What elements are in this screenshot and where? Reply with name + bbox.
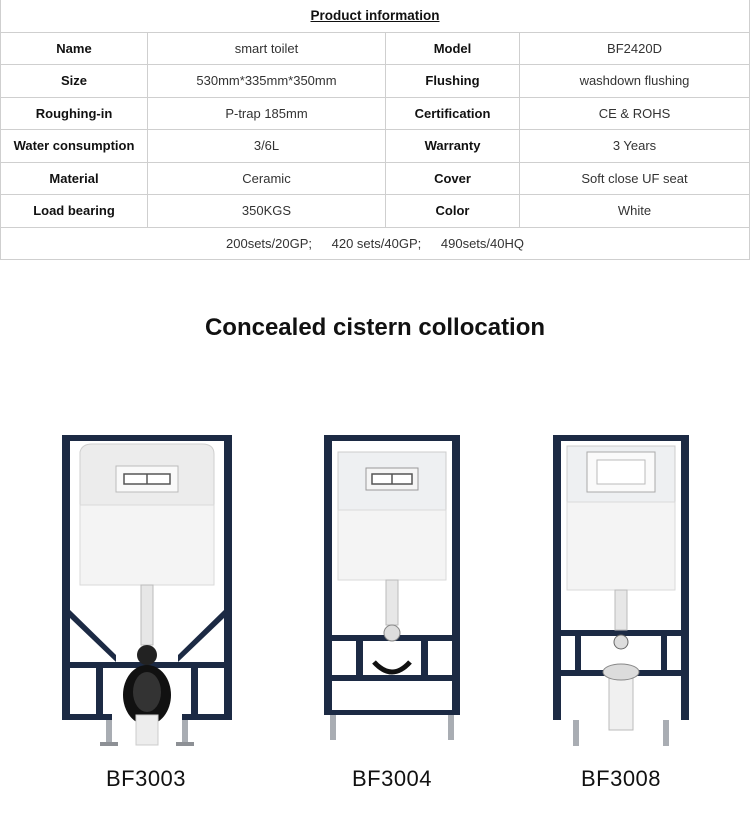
- product-model-label: BF3004: [351, 766, 433, 791]
- section-title: Concealed cistern collocation: [204, 314, 546, 341]
- packing-40hq: 490sets/40HQ: [440, 235, 524, 251]
- spec-value: smart toilet: [148, 32, 386, 65]
- table-row: [1, 195, 750, 228]
- cistern-frame-image: [46, 430, 246, 760]
- spec-key: Material: [1, 162, 148, 195]
- spec-key: Flushing: [386, 65, 520, 98]
- table-row: [1, 97, 750, 130]
- table-row: [1, 65, 750, 98]
- spec-key: Cover: [386, 162, 520, 195]
- packing-40gp: 420 sets/40GP;: [331, 235, 422, 251]
- spec-value: 3 Years: [520, 130, 750, 163]
- spec-key: Water consumption: [1, 130, 148, 163]
- product-model-label: BF3003: [105, 766, 187, 791]
- cistern-frame-image: [292, 430, 492, 760]
- table-row: [1, 32, 750, 65]
- table-row: [1, 162, 750, 195]
- product-card-bf3008: [521, 430, 721, 791]
- product-info-table: [0, 0, 750, 260]
- spec-key: Roughing-in: [1, 97, 148, 130]
- spec-value: 530mm*335mm*350mm: [148, 65, 386, 98]
- table-row: [1, 130, 750, 163]
- product-model-label: BF3008: [580, 766, 662, 791]
- spec-value: CE & ROHS: [520, 97, 750, 130]
- spec-key: Size: [1, 65, 148, 98]
- spec-key: Certification: [386, 97, 520, 130]
- spec-value: P-trap 185mm: [148, 97, 386, 130]
- spec-key: Name: [1, 32, 148, 65]
- spec-value: Ceramic: [148, 162, 386, 195]
- spec-key: Warranty: [386, 130, 520, 163]
- spec-key: Color: [386, 195, 520, 228]
- spec-key: Model: [386, 32, 520, 65]
- spec-value: Soft close UF seat: [520, 162, 750, 195]
- packing-row: [1, 227, 750, 260]
- product-card-bf3003: [46, 430, 246, 791]
- packing-info: [1, 227, 750, 260]
- table-header-row: [1, 0, 750, 32]
- cistern-frame-image: [521, 430, 721, 760]
- spec-value: 3/6L: [148, 130, 386, 163]
- product-card-bf3004: [292, 430, 492, 791]
- table-title: Product information: [1, 0, 750, 32]
- spec-key: Load bearing: [1, 195, 148, 228]
- spec-value: BF2420D: [520, 32, 750, 65]
- spec-value: White: [520, 195, 750, 228]
- packing-20gp: 200sets/20GP;: [226, 235, 312, 251]
- spec-value: washdown flushing: [520, 65, 750, 98]
- spec-value: 350KGS: [148, 195, 386, 228]
